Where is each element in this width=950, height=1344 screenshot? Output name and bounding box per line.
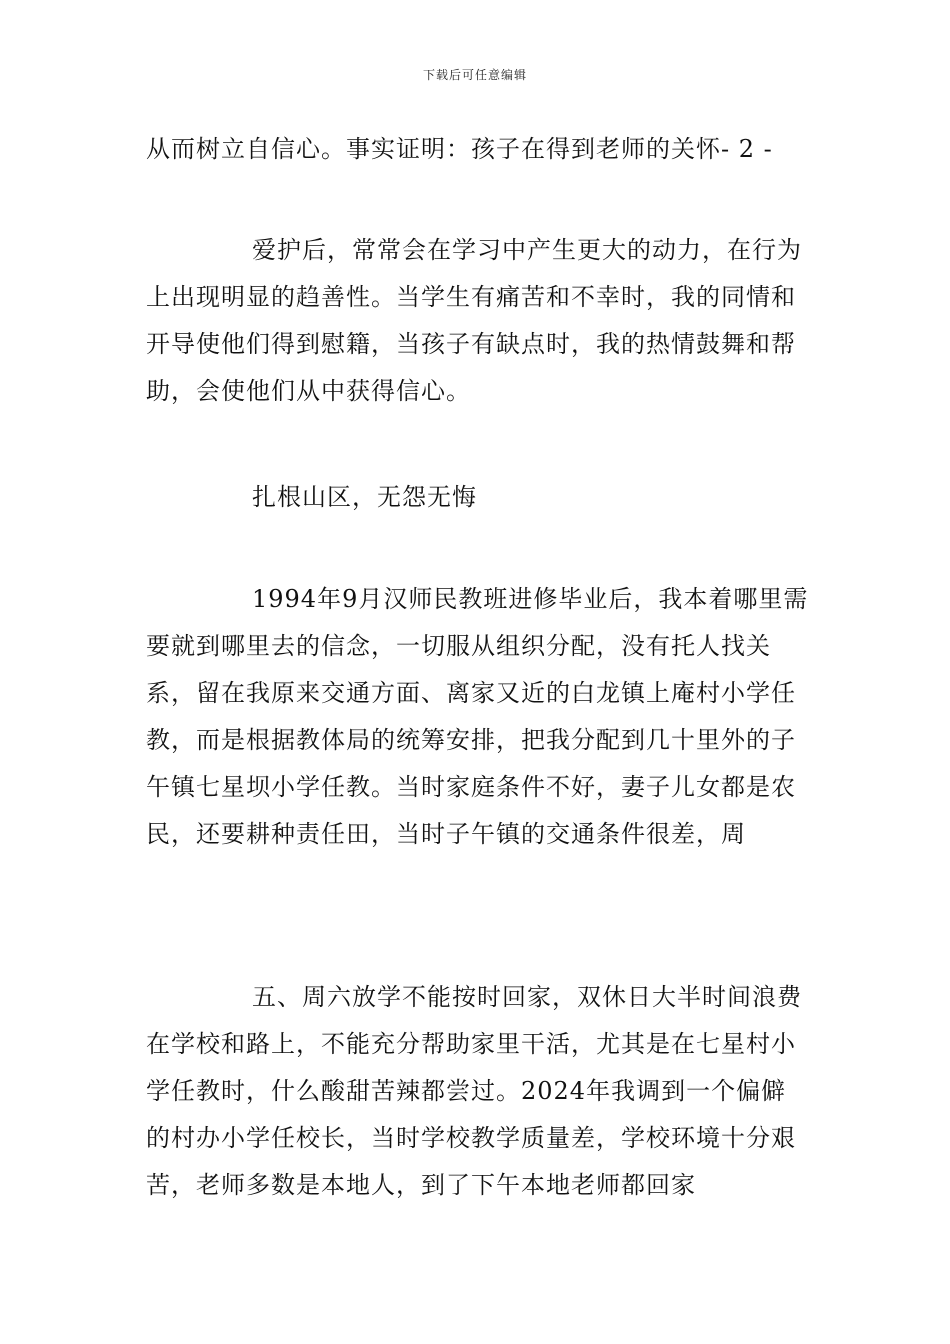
header-note: 下载后可任意编辑 bbox=[422, 68, 527, 82]
paragraph-4: 五、周六放学不能按时回家，双休日大半时间浪费在学校和路上，不能充分帮助家里干活，尤其是在七星村小学任教时，什么酸甜苦辣都尝过。2024年我调到一个偏僻的村办小学任校长，当时学校教学质量差，学校环境十分艰苦，老师多数是本地人，到了下午本地老师都回家 bbox=[146, 983, 802, 1199]
section-heading: 扎根山区，无怨无悔 bbox=[252, 483, 477, 511]
paragraph-1: 从而树立自信心。事实证明：孩子在得到老师的关怀- 2 - bbox=[146, 135, 773, 163]
paragraph-3: 1994年9月汉师民教班进修毕业后，我本着哪里需要就到哪里去的信念，一切服从组织分配，没有托人找关系，留在我原来交通方面、离家又近的白龙镇上庵村小学任教，而是根据教体局的统筹安排，把我分配到几十里外的子午镇七星坝小学任教。当时家庭条件不好，妻子儿女都是农民，还要耕种责任田，当时子午镇的交通条件很差，周 bbox=[146, 585, 809, 848]
paragraph-2: 爱护后，常常会在学习中产生更大的动力，在行为上出现明显的趋善性。当学生有痛苦和不幸时，我的同情和开导使他们得到慰籍，当孩子有缺点时，我的热情鼓舞和帮助，会使他们从中获得信心。 bbox=[146, 236, 802, 405]
